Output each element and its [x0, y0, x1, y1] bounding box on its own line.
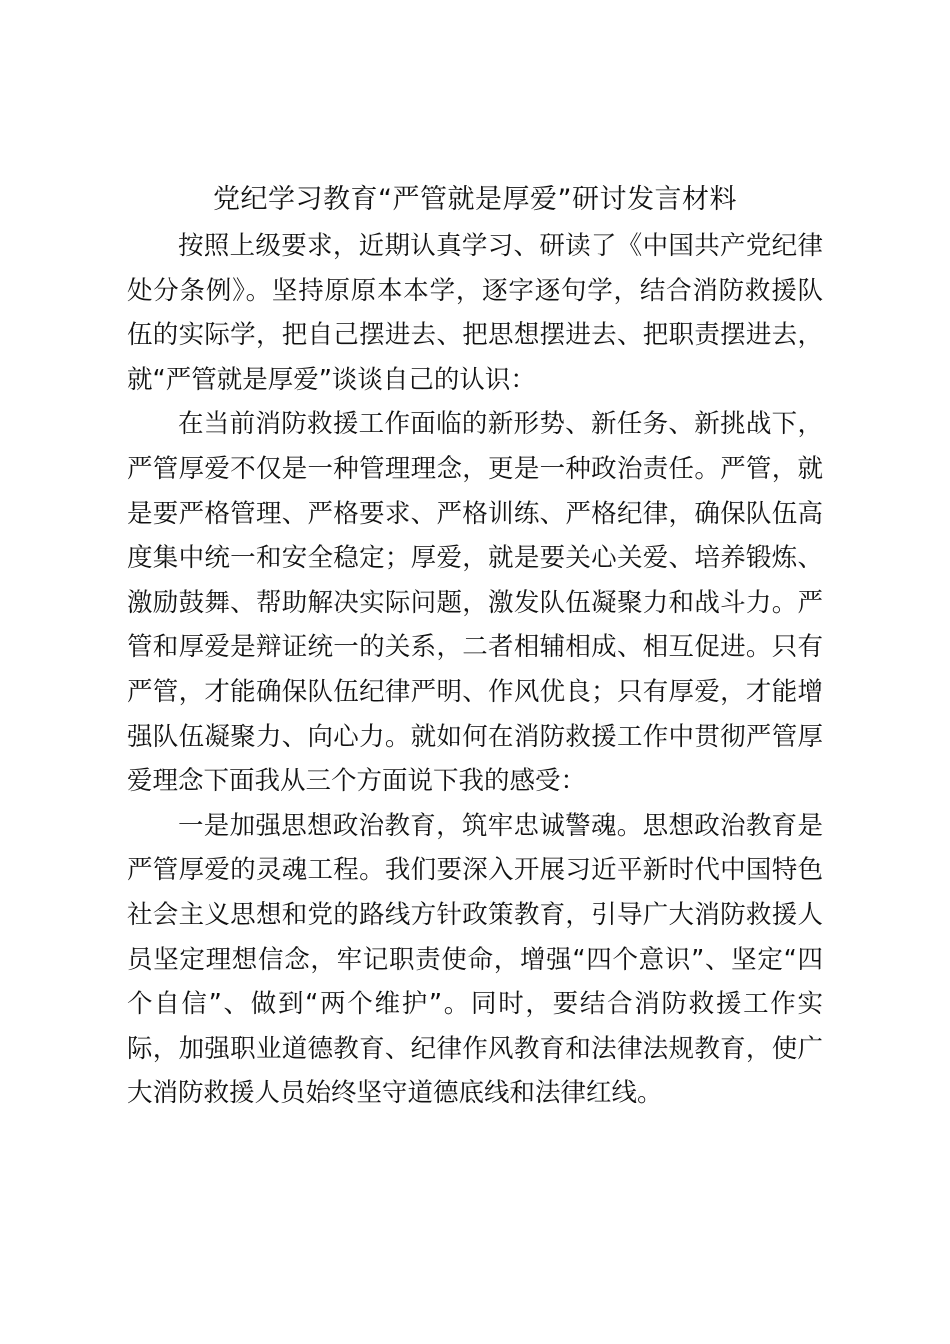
paragraph-understanding: 在当前消防救援工作面临的新形势、新任务、新挑战下，严管厚爱不仅是一种管理理念，更是一种政治责任。严管，就是要严格管理、严格要求、严格训练、严格纪律，确保队伍高度集中统一和安全稳定；厚爱，就是要关心关爱、培养锻炼、激励鼓舞、帮助解决实际问题，激发队伍凝聚力和战斗力。严管和厚爱是辩证统一的关系，二者相辅相成、相互促进。只有严管，才能确保队伍纪律严明、作风优良；只有厚爱，才能增强队伍凝聚力、向心力。就如何在消防救援工作中贯彻严管厚爱理念下面我从三个方面说下我的感受： [127, 409, 823, 797]
document-title: 党纪学习教育“严管就是厚爱”研讨发言材料 [213, 184, 737, 215]
paragraph-point-one: 一是加强思想政治教育，筑牢忠诚警魂。思想政治教育是严管厚爱的灵魂工程。我们要深入开展习近平新时代中国特色社会主义思想和党的路线方针政策教育，引导广大消防救援人员坚定理想信念，牢记职责使命，增强“四个意识”、坚定“四个自信”、做到“两个维护”。同时，要结合消防救援工作实际，加强职业道德教育、纪律作风教育和法律法规教育，使广大消防救援人员始终坚守道德底线和法律红线。 [127, 810, 823, 1109]
paragraph-intro: 按照上级要求，近期认真学习、研读了《中国共产党纪律处分条例》。坚持原原本本学，逐字逐句学，结合消防救援队伍的实际学，把自己摆进去、把思想摆进去、把职责摆进去，就“严管就是厚爱”谈谈自己的认识： [127, 231, 823, 395]
document-body [127, 224, 823, 1116]
